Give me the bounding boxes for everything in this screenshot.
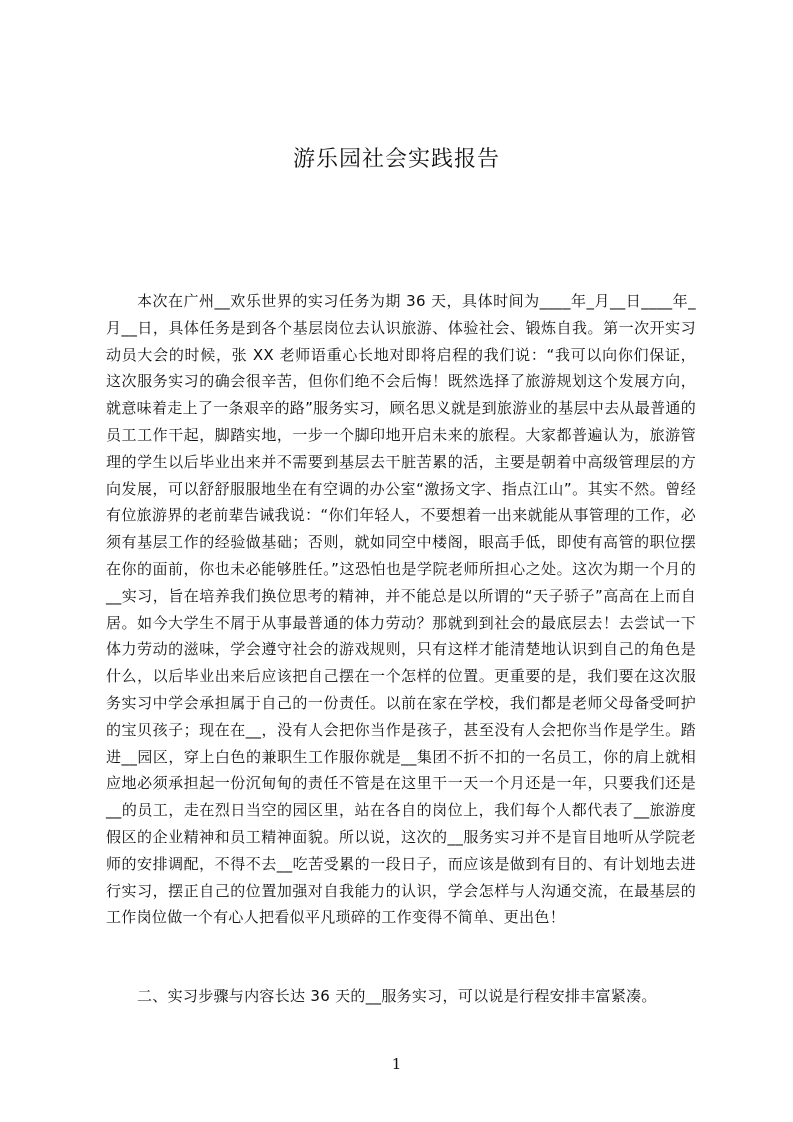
document-title: 游乐园社会实践报告 [292, 147, 500, 172]
page-number: 1 [391, 1055, 402, 1073]
body-paragraph: 本次在广州__欢乐世界的实习任务为期 36 天，具体时间为____年_月__日____年_月__日，具体任务是到各个基层岗位去认识旅游、体验社会、锻炼自我。第一次开实习动员大会的时候，张 XX 老师语重心长地对即将启程的我们说：“我可以向你们保证，这次服务实习的确会很辛苦，但你们绝不会后悔！既然选择了旅游规划这个发展方向，就意味着走上了一条艰辛的路”服务实习，顾名思义就是到旅游业的基层中去从最普通的员工工作干起，脚踏实地，一步一个脚印地开启未来的旅程。大家都普遍认为，旅游管理的学生以后毕业出来并不需要到基层去干脏苦累的活，主要是朝着中高级管理层的方向发展，可以舒舒服服地坐在有空调的办公室“激扬文字、指点江山”。其实不然。曾经有位旅游界的老前辈告诫我说：“你们年轻人，不要想着一出来就能从事管理的工作，必须有基层工作的经验做基础；否则，就如同空中楼阁，眼高手低，即使有高管的职位摆在你的面前，你也未必能够胜任。”这恐怕也是学院老师所担心之处。这次为期一个月的__实习，旨在培养我们换位思考的精神，并不能总是以所谓的“天子骄子”高高在上而自居。如今大学生不屑于从事最普通的体力劳动？那就到到社会的最底层去！去尝试一下体力劳动的滋味，学会遵守社会的游戏规则，只有这样才能清楚地认识到自己的角色是什么，以后毕业出来后应该把自己摆在一个怎样的位置。更重要的是，我们要在这次服务实习中学会承担属于自己的一份责任。以前在家在学校，我们都是老师父母备受呵护的宝贝孩子；现在在__，没有人会把你当作是孩子，甚至没有人会把你当作是学生。踏进__园区，穿上白色的兼职生工作服你就是__集团不折不扣的一名员工，你的肩上就相应地必须承担起一份沉甸甸的责任不管是在这里干一天一个月还是一年，只要我们还是__的员工，走在烈日当空的园区里，站在各自的岗位上，我们每个人都代表了__旅游度假区的企业精神和员工精神面貌。所以说，这次的__服务实习并不是盲目地听从学院老师的安排调配，不得不去__吃苦受累的一段日子，而应该是做到有目的、有计划地去进行实习，摆正自己的位置加强对自我能力的认识，学会怎样与人沟通交流，在最基层的工作岗位做一个有心人把看似平凡琐碎的工作变得不简单、更出色！ [106, 292, 696, 927]
section-heading-paragraph: 二、实习步骤与内容长达 36 天的__服务实习，可以说是行程安排丰富紧凑。 [137, 987, 657, 1005]
